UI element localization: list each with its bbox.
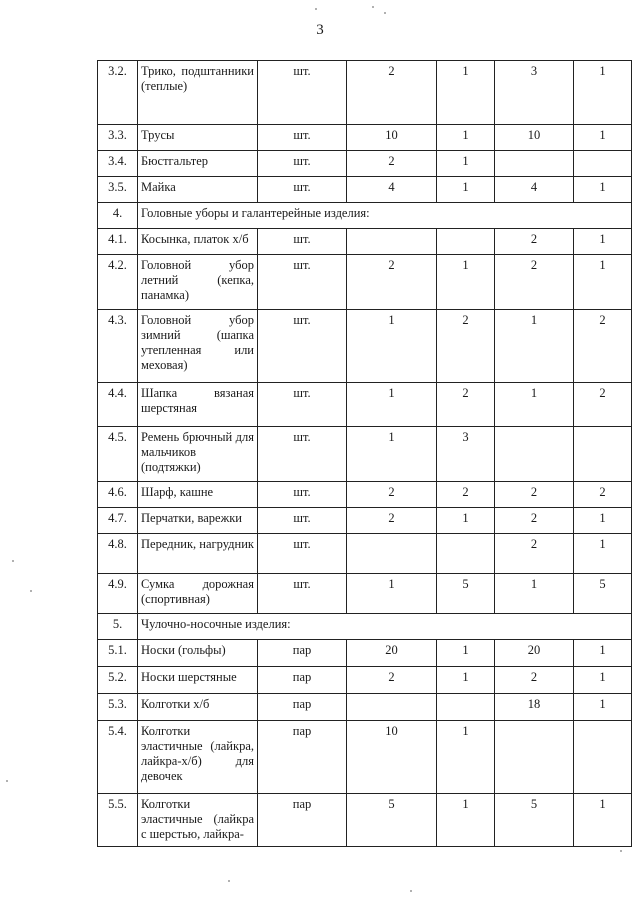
value-col-3: 2 xyxy=(495,534,574,574)
table-row xyxy=(98,794,632,847)
row-number: 4.4. xyxy=(98,383,138,427)
row-number: 4.5. xyxy=(98,427,138,482)
value-col-1: 1 xyxy=(347,383,437,427)
value-col-3: 4 xyxy=(495,177,574,203)
row-number: 5.3. xyxy=(98,694,138,721)
table-row xyxy=(98,534,632,574)
value-col-3: 18 xyxy=(495,694,574,721)
value-col-4: 1 xyxy=(574,61,632,125)
value-col-3: 1 xyxy=(495,310,574,383)
value-col-2: 1 xyxy=(437,151,495,177)
item-unit: пар xyxy=(258,721,347,794)
table-row xyxy=(98,177,632,203)
row-number: 5. xyxy=(98,614,138,640)
row-number: 5.5. xyxy=(98,794,138,847)
item-unit: шт. xyxy=(258,534,347,574)
section-title: Чулочно-носочные изделия: xyxy=(138,614,632,640)
section-row xyxy=(98,203,632,229)
value-col-1: 2 xyxy=(347,482,437,508)
value-col-2: 1 xyxy=(437,125,495,151)
item-name: Косынка, платок х/б xyxy=(138,229,258,255)
table-row xyxy=(98,229,632,255)
item-name: Шапка вязаная шерстяная xyxy=(138,383,258,427)
value-col-3: 2 xyxy=(495,508,574,534)
value-col-4: 2 xyxy=(574,482,632,508)
item-name: Носки (гольфы) xyxy=(138,640,258,667)
table-row xyxy=(98,640,632,667)
row-number: 4.6. xyxy=(98,482,138,508)
value-col-3: 2 xyxy=(495,255,574,310)
value-col-4: 1 xyxy=(574,534,632,574)
item-unit: шт. xyxy=(258,574,347,614)
row-number: 3.4. xyxy=(98,151,138,177)
value-col-2: 5 xyxy=(437,574,495,614)
table-row xyxy=(98,61,632,125)
item-unit: шт. xyxy=(258,427,347,482)
section-title: Головные уборы и галантерейные изделия: xyxy=(138,203,632,229)
item-name: Колготки эластичные (лайкра, лайкра-х/б) для девочек xyxy=(138,721,258,794)
value-col-2 xyxy=(437,229,495,255)
value-col-2 xyxy=(437,694,495,721)
value-col-3: 2 xyxy=(495,229,574,255)
item-unit: шт. xyxy=(258,383,347,427)
table-row xyxy=(98,508,632,534)
value-col-1: 2 xyxy=(347,61,437,125)
item-unit: шт. xyxy=(258,151,347,177)
supply-table-body xyxy=(98,61,632,847)
value-col-1 xyxy=(347,694,437,721)
value-col-3: 3 xyxy=(495,61,574,125)
value-col-1: 1 xyxy=(347,574,437,614)
value-col-2: 1 xyxy=(437,508,495,534)
value-col-2: 2 xyxy=(437,482,495,508)
table-row xyxy=(98,427,632,482)
value-col-4: 1 xyxy=(574,694,632,721)
item-unit: пар xyxy=(258,794,347,847)
item-name: Трусы xyxy=(138,125,258,151)
value-col-3: 10 xyxy=(495,125,574,151)
value-col-1: 4 xyxy=(347,177,437,203)
table-row xyxy=(98,255,632,310)
table-row xyxy=(98,574,632,614)
item-name: Шарф, кашне xyxy=(138,482,258,508)
item-name: Носки шерстяные xyxy=(138,667,258,694)
item-unit: шт. xyxy=(258,255,347,310)
value-col-1: 10 xyxy=(347,721,437,794)
item-name: Бюстгальтер xyxy=(138,151,258,177)
value-col-3: 2 xyxy=(495,482,574,508)
value-col-2: 1 xyxy=(437,794,495,847)
value-col-4 xyxy=(574,427,632,482)
table-row xyxy=(98,151,632,177)
item-unit: шт. xyxy=(258,482,347,508)
row-number: 4.1. xyxy=(98,229,138,255)
value-col-2: 2 xyxy=(437,310,495,383)
item-name: Головной убор летний (кепка, панамка) xyxy=(138,255,258,310)
value-col-2: 1 xyxy=(437,61,495,125)
item-unit: шт. xyxy=(258,310,347,383)
row-number: 5.1. xyxy=(98,640,138,667)
item-name: Головной убор зимний (шапка утепленная или меховая) xyxy=(138,310,258,383)
row-number: 5.4. xyxy=(98,721,138,794)
table-row xyxy=(98,721,632,794)
value-col-1: 1 xyxy=(347,427,437,482)
value-col-3: 2 xyxy=(495,667,574,694)
value-col-1: 2 xyxy=(347,151,437,177)
row-number: 3.3. xyxy=(98,125,138,151)
value-col-1 xyxy=(347,534,437,574)
value-col-3 xyxy=(495,151,574,177)
value-col-1: 5 xyxy=(347,794,437,847)
value-col-1: 1 xyxy=(347,310,437,383)
value-col-2: 1 xyxy=(437,667,495,694)
value-col-2: 1 xyxy=(437,721,495,794)
row-number: 4.9. xyxy=(98,574,138,614)
item-name: Трико, подштанники (теплые) xyxy=(138,61,258,125)
row-number: 5.2. xyxy=(98,667,138,694)
value-col-4: 1 xyxy=(574,177,632,203)
item-unit: шт. xyxy=(258,177,347,203)
value-col-4: 1 xyxy=(574,255,632,310)
value-col-3: 1 xyxy=(495,383,574,427)
row-number: 4.8. xyxy=(98,534,138,574)
item-name: Майка xyxy=(138,177,258,203)
value-col-4: 1 xyxy=(574,667,632,694)
item-unit: пар xyxy=(258,640,347,667)
row-number: 4.3. xyxy=(98,310,138,383)
table-row xyxy=(98,694,632,721)
value-col-4: 1 xyxy=(574,640,632,667)
item-name: Передник, нагрудник xyxy=(138,534,258,574)
value-col-4: 2 xyxy=(574,383,632,427)
value-col-4 xyxy=(574,151,632,177)
value-col-4: 1 xyxy=(574,125,632,151)
value-col-2: 1 xyxy=(437,640,495,667)
item-name: Сумка дорожная (спортивная) xyxy=(138,574,258,614)
table-row xyxy=(98,383,632,427)
row-number: 3.5. xyxy=(98,177,138,203)
value-col-3: 5 xyxy=(495,794,574,847)
value-col-2 xyxy=(437,534,495,574)
row-number: 4. xyxy=(98,203,138,229)
value-col-3: 20 xyxy=(495,640,574,667)
value-col-1: 2 xyxy=(347,667,437,694)
value-col-3: 1 xyxy=(495,574,574,614)
table-row xyxy=(98,125,632,151)
value-col-1: 2 xyxy=(347,508,437,534)
value-col-3 xyxy=(495,427,574,482)
item-unit: шт. xyxy=(258,229,347,255)
value-col-1: 2 xyxy=(347,255,437,310)
value-col-1 xyxy=(347,229,437,255)
value-col-4: 2 xyxy=(574,310,632,383)
item-unit: пар xyxy=(258,694,347,721)
item-name: Ремень брючный для мальчиков (подтяжки) xyxy=(138,427,258,482)
value-col-4 xyxy=(574,721,632,794)
row-number: 3.2. xyxy=(98,61,138,125)
item-name: Перчатки, варежки xyxy=(138,508,258,534)
table-row xyxy=(98,310,632,383)
page-number: 3 xyxy=(316,22,324,38)
value-col-2: 2 xyxy=(437,383,495,427)
value-col-4: 1 xyxy=(574,229,632,255)
row-number: 4.7. xyxy=(98,508,138,534)
supply-table xyxy=(97,60,632,847)
item-unit: шт. xyxy=(258,508,347,534)
value-col-1: 20 xyxy=(347,640,437,667)
item-unit: шт. xyxy=(258,125,347,151)
value-col-3 xyxy=(495,721,574,794)
item-unit: шт. xyxy=(258,61,347,125)
value-col-2: 3 xyxy=(437,427,495,482)
value-col-1: 10 xyxy=(347,125,437,151)
value-col-4: 1 xyxy=(574,794,632,847)
value-col-2: 1 xyxy=(437,255,495,310)
table-row xyxy=(98,482,632,508)
item-name: Колготки х/б xyxy=(138,694,258,721)
value-col-4: 1 xyxy=(574,508,632,534)
table-row xyxy=(98,667,632,694)
item-unit: пар xyxy=(258,667,347,694)
value-col-2: 1 xyxy=(437,177,495,203)
section-row xyxy=(98,614,632,640)
value-col-4: 5 xyxy=(574,574,632,614)
row-number: 4.2. xyxy=(98,255,138,310)
item-name: Колготки эластичные (лайкра с шерстью, лайкра- xyxy=(138,794,258,847)
